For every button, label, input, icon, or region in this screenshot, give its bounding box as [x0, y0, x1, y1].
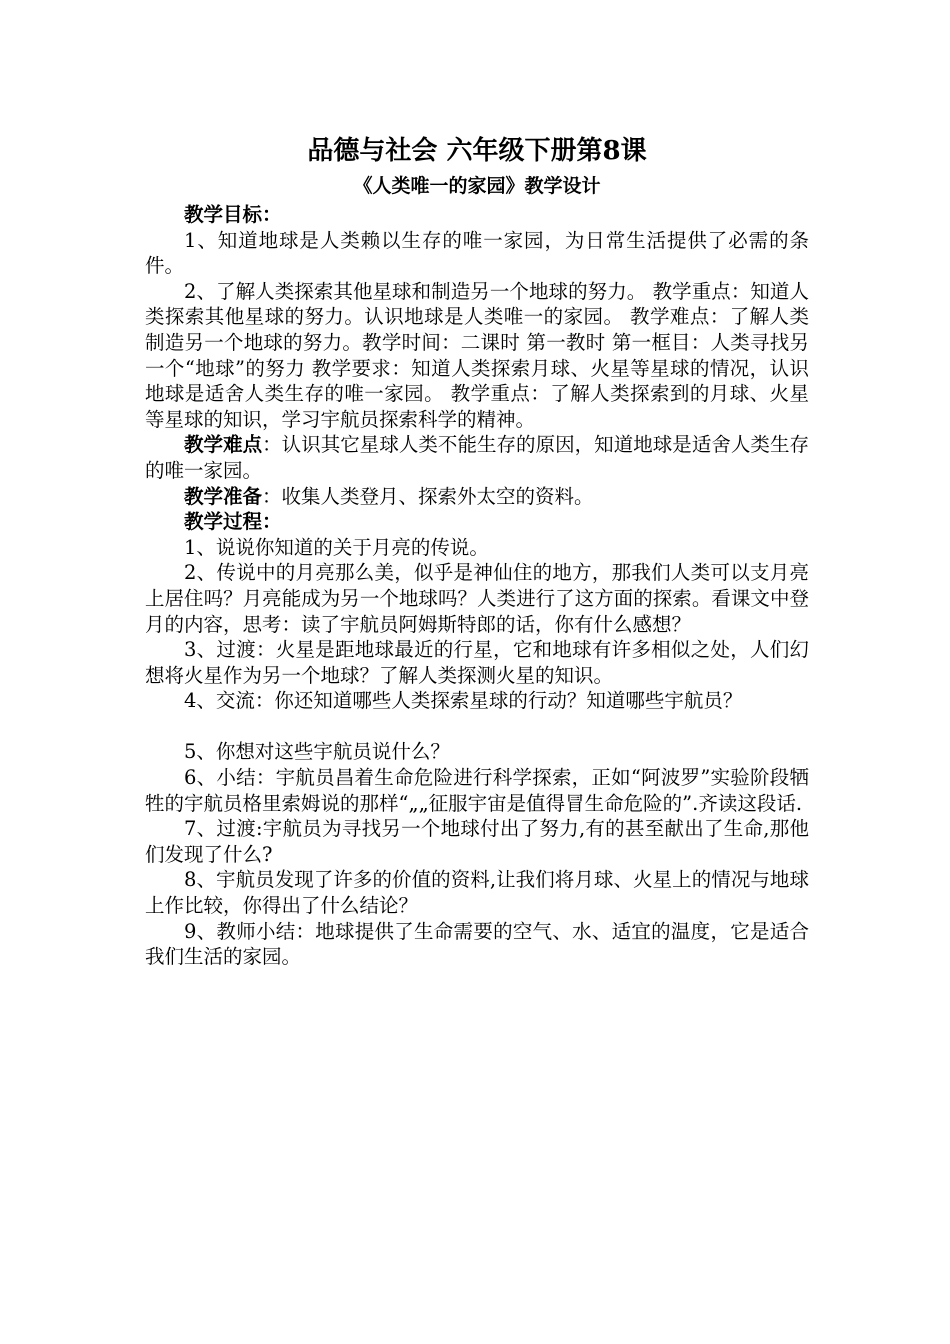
difficulty-text: ：认识其它星球人类不能生存的原因，知道地球是适舍人类生存的唯一家园。: [145, 433, 809, 482]
process-step: 2、传说中的月亮那么美，似乎是神仙住的地方，那我们人类可以支月亮上居住吗？月亮能成为另一个地球吗？人类进行了这方面的探索。看课文中登月的内容，思考：读了宇航员阿姆斯特郎的话，你有什么感想？: [145, 561, 809, 636]
process-heading: 教学过程：: [184, 510, 282, 534]
preparation-paragraph: [145, 484, 809, 510]
document-page: [145, 132, 809, 970]
process-step: 3、过渡：火星是距地球最近的行星，它和地球有许多相似之处，人们幻想将火星作为另一个地球？了解人类探测火星的知识。: [145, 638, 809, 687]
document-body: [145, 202, 809, 970]
process-step: 9、教师小结：地球提供了生命需要的空气、水、适宜的温度，它是适合我们生活的家园。: [145, 919, 809, 969]
process-step: 7、过渡:宇航员为寻找另一个地球付出了努力,有的甚至献出了生命,那他们发现了什么?: [145, 817, 809, 866]
document-title: 品德与社会 六年级下册第8课: [307, 136, 647, 166]
difficulty-paragraph: [145, 432, 809, 483]
goals-heading: 教学目标：: [184, 203, 282, 226]
preparation-label: 教学准备: [184, 484, 263, 508]
process-step: 1、说说你知道的关于月亮的传说。: [184, 535, 489, 559]
difficulty-label: 教学难点: [184, 433, 263, 457]
document-subtitle: 《人类唯一的家园》教学设计: [353, 175, 601, 197]
goal-paragraph: 2、了解人类探索其他星球和制造另一个地球的努力。 教学重点：知道人类探索其他星球的努力。认识地球是人类唯一的家园。 教学难点：了解人类制造另一个地球的努力。教学时间：二课时 第一教时 第一框目：人类寻找另一个“地球”的努力 教学要求：知道人类探索月球、火星等星球的情况，认识地球是适舍人类生存的唯一家园。 教学重点：了解人类探索到的月球、火星等星球的知识，学习宇航员探索科学的精神。: [145, 279, 809, 431]
process-step: 4、交流：你还知道哪些人类探索星球的行动？知道哪些宇航员？: [184, 689, 743, 713]
process-step: 8、宇航员发现了许多的价值的资料,让我们将月球、火星上的情况与地球上作比较，你得出了什么结论？: [145, 868, 809, 918]
preparation-text: ：收集人类登月、探索外太空的资料。: [262, 484, 594, 508]
goal-paragraph: 1、知道地球是人类赖以生存的唯一家园，为日常生活提供了必需的条件。: [145, 228, 809, 278]
process-step: 6、小结：宇航员昌着生命危险进行科学探索，正如“阿波罗”实验阶段牺牲的宇航员格里索姆说的那样“„„征服宇宙是值得冒生命危险的”.齐读这段话.: [145, 766, 809, 815]
blank-line: [145, 714, 809, 740]
process-step: 5、你想对这些宇航员说什么？: [184, 740, 450, 764]
